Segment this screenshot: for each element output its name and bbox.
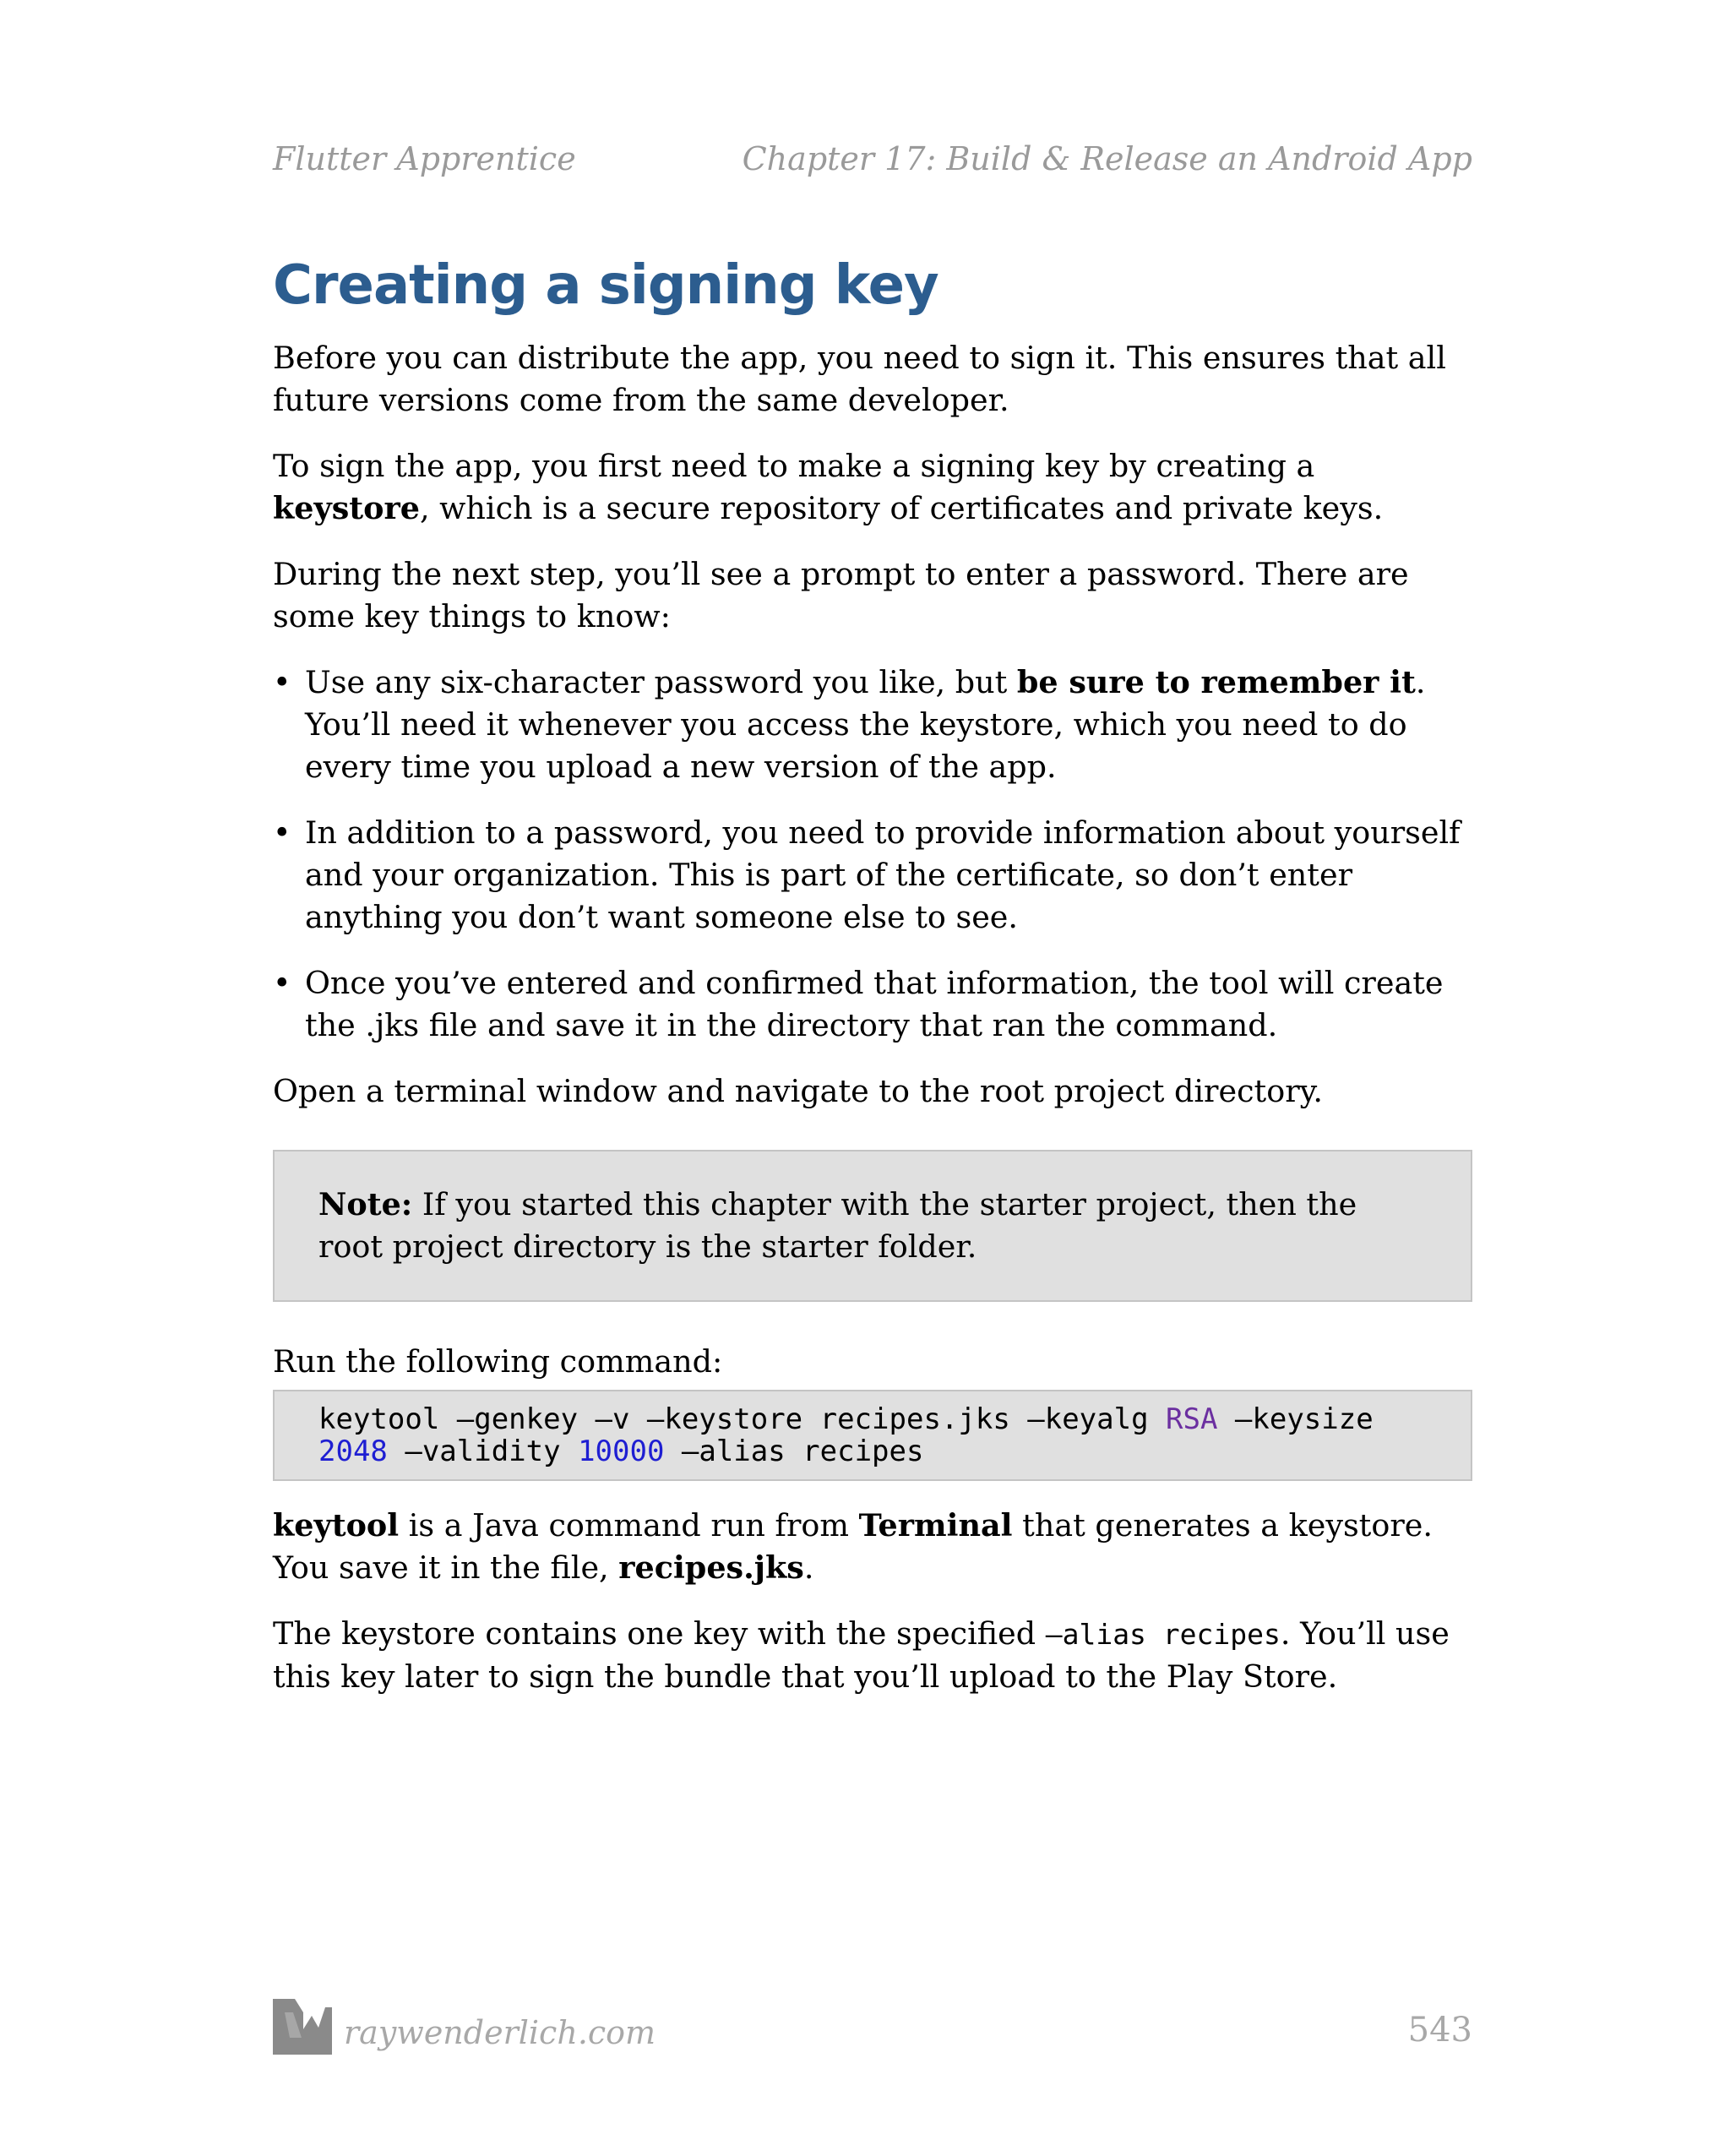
paragraph-open-terminal: Open a terminal window and navigate to the root project directory. [273,1072,1324,1109]
list-item [273,662,1472,788]
page-number: 543 [1407,2011,1472,2050]
code-token: –alias recipes [664,1434,924,1468]
note-body: If you started this chapter with the starter project, then the root project directory is the starter folder. [318,1185,1357,1265]
note-label: Note: [318,1185,413,1222]
paragraph-keystore-text-2: , which is a secure repository of certificates and private keys. [419,489,1384,526]
section-heading: Creating a signing key [273,254,938,317]
raywenderlich-logo-icon [273,1995,332,2055]
list-item-text: In addition to a password, you need to provide information about yourself and your organization. This is part of the certificate, so don’t enter anything you don’t want someone else to see. [305,814,1461,935]
paragraph-alias-text-2: . You’ll use this key later to sign the bundle that you’ll upload to the Play Store. [273,1614,1450,1695]
key-points-list [273,662,1472,1047]
code-line-1 [318,1403,1427,1435]
code-block [273,1390,1472,1481]
code-token-keyword: RSA [1166,1402,1218,1436]
page-content [273,253,1472,1722]
page-footer [273,1995,1472,2063]
list-item-bold: be sure to remember it [1016,663,1416,700]
paragraph-keytool [273,1505,1472,1589]
paragraph-alias [273,1613,1472,1698]
list-item [273,812,1472,939]
code-token-number: 2048 [318,1434,388,1468]
paragraph-keystore-text-1: To sign the app, you first need to make a signing key by creating a [273,447,1315,484]
paragraph-intro: Before you can distribute the app, you need to sign it. This ensures that all future versions come from the same developer. [273,339,1446,418]
list-item [273,962,1472,1047]
page-header [273,140,1472,191]
paragraph-keytool-text-3: . [803,1549,814,1586]
keytool-term: keytool [273,1506,400,1544]
paragraph-run-command: Run the following command: [273,1342,723,1380]
paragraph-keytool-text-1: is a Java command run from [399,1506,859,1544]
paragraph-alias-text-1: The keystore contains one key with the specified [273,1614,1046,1652]
chapter-title: Chapter 17: Build & Release an Android App [742,140,1472,177]
inline-code-alias: –alias recipes [1045,1617,1281,1651]
bullet-icon: • [273,663,291,700]
code-line-2 [318,1435,1427,1467]
note-box [273,1150,1472,1302]
terminal-term: Terminal [858,1506,1013,1544]
bullet-icon: • [273,814,291,851]
list-item-text-2: . You’ll need it whenever you access the keystore, which you need to do every time you upload a new version of the app. [305,663,1426,785]
list-item-text: Once you’ve entered and confirmed that information, the tool will create the .jks file and save it in the directory that ran the command. [305,964,1444,1043]
keystore-term: keystore [273,489,420,526]
paragraph-password: During the next step, you’ll see a prompt to enter a password. There are some key things to know: [273,555,1409,634]
paragraph-keytool-text-2: that generates a keystore. You save it in the file, [273,1506,1433,1586]
recipes-jks-term: recipes.jks [618,1549,804,1586]
code-token-number: 10000 [578,1434,665,1468]
bullet-icon: • [273,964,291,1001]
paragraph-keystore [273,445,1472,530]
book-title: Flutter Apprentice [273,140,576,177]
code-token: –keysize [1217,1402,1374,1436]
note-text [318,1184,1427,1268]
list-item-text-1: Use any six-character password you like, but [305,663,1017,700]
code-token: –validity [387,1434,579,1468]
footer-site: raywenderlich.com [344,2014,656,2051]
code-token: keytool –genkey –v –keystore recipes.jks –keyalg [318,1402,1167,1436]
